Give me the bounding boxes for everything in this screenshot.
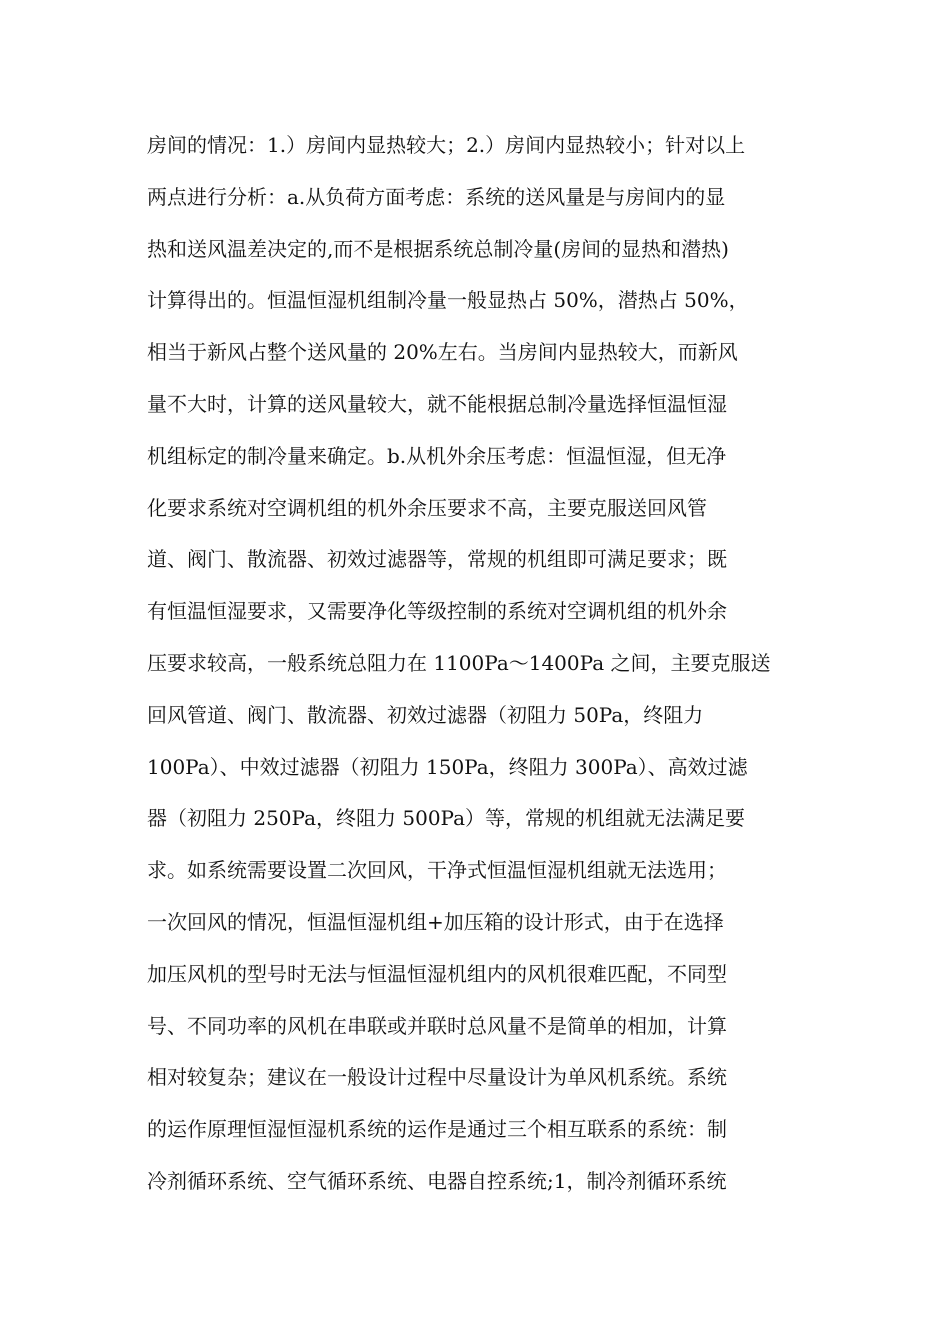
text-line: 冷剂循环系统、空气循环系统、电器自控系统;1，制冷剂循环系统 xyxy=(147,1168,727,1193)
body-text xyxy=(147,120,807,1208)
text-line: 号、不同功率的风机在串联或并联时总风量不是简单的相加，计算 xyxy=(147,1013,727,1038)
text-line: 房间的情况：1.）房间内显热较大；2.）房间内显热较小；针对以上 xyxy=(147,133,746,157)
text-line: 化要求系统对空调机组的机外余压要求不高，主要克服送回风管 xyxy=(147,495,707,520)
text-line: 的运作原理恒湿恒湿机系统的运作是通过三个相互联系的系统：制 xyxy=(147,1117,727,1142)
text-line: 压要求较高，一般系统总阻力在 1100Pa～1400Pa 之间，主要克服送 xyxy=(147,650,771,675)
text-line: 加压风机的型号时无法与恒温恒湿机组内的风机很难匹配，不同型 xyxy=(147,961,727,986)
text-line: 一次回风的情况，恒温恒湿机组+加压箱的设计形式，由于在选择 xyxy=(147,909,724,934)
text-line: 100Pa）、中效过滤器（初阻力 150Pa，终阻力 300Pa）、高效过滤 xyxy=(147,754,748,779)
text-line: 回风管道、阀门、散流器、初效过滤器（初阻力 50Pa，终阻力 xyxy=(147,702,704,727)
text-line: 热和送风温差决定的,而不是根据系统总制冷量(房间的显热和潜热) xyxy=(147,236,729,261)
text-line: 相当于新风占整个送风量的 20%左右。当房间内显热较大，而新风 xyxy=(147,340,738,365)
text-line: 器（初阻力 250Pa，终阻力 500Pa）等，常规的机组就无法满足要 xyxy=(147,806,746,831)
text-line: 有恒温恒湿要求，又需要净化等级控制的系统对空调机组的机外余 xyxy=(147,599,727,624)
text-line: 机组标定的制冷量来确定。b.从机外余压考虑：恒温恒湿，但无净 xyxy=(147,443,727,468)
text-line: 量不大时，计算的送风量较大，就不能根据总制冷量选择恒温恒湿 xyxy=(147,391,727,416)
text-line: 计算得出的。恒温恒湿机组制冷量一般显热占 50%，潜热占 50%， xyxy=(147,288,749,313)
text-line: 求。如系统需要设置二次回风，干净式恒温恒湿机组就无法选用； xyxy=(147,858,727,883)
text-line: 两点进行分析：a.从负荷方面考虑：系统的送风量是与房间内的显 xyxy=(147,184,726,209)
text-line: 道、阀门、散流器、初效过滤器等，常规的机组即可满足要求；既 xyxy=(147,547,727,572)
text-line: 相对较复杂；建议在一般设计过程中尽量设计为单风机系统。系统 xyxy=(147,1065,727,1090)
